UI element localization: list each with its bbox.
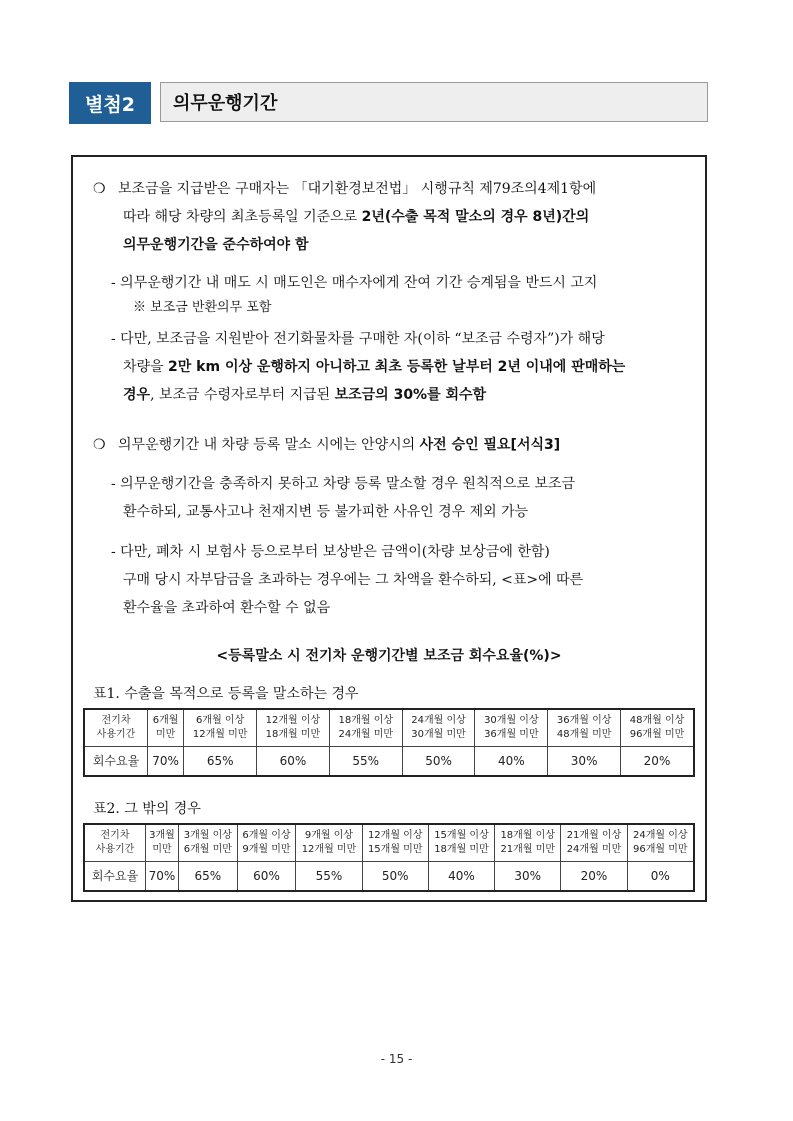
- page-number: - 15 -: [380, 1052, 413, 1066]
- section1-dash2c: [123, 385, 486, 405]
- table1-period: 18개월 이상 24개월 미만: [329, 709, 402, 747]
- table1-rate: 65%: [184, 747, 257, 777]
- section2-dash2c: 환수율을 초과하여 환수할 수 없음: [123, 600, 331, 616]
- table2-rate: 70%: [146, 862, 179, 892]
- table1-rate: 55%: [329, 747, 402, 777]
- table1-rate: 60%: [257, 747, 330, 777]
- table2-rate: 60%: [237, 862, 296, 892]
- table2-period: 21개월 이상 24개월 미만: [561, 824, 627, 862]
- table2-rate: 40%: [428, 862, 494, 892]
- content-frame: [71, 155, 707, 902]
- section2-dash1a: - 의무운행기간을 충족하지 못하고 차량 등록 말소할 경우 원칙적으로 보조금: [111, 476, 576, 492]
- section1-line3: [123, 235, 309, 255]
- table2-rate: 65%: [179, 862, 238, 892]
- table2-rate: 30%: [495, 862, 561, 892]
- bullet-icon: ❍: [93, 181, 106, 197]
- section1-note: ※ 보조금 반환의무 포함: [133, 300, 272, 315]
- section1-dash2c1: 경우: [123, 387, 151, 403]
- section2-text1b: 사전 승인 필요[서식3]: [419, 437, 561, 453]
- section2-dash2a: - 다만, 폐차 시 보험사 등으로부터 보상받은 금액이(차량 보상금에 한함): [111, 544, 550, 560]
- section1-text3: 의무운행기간을 준수하여야 함: [123, 237, 309, 253]
- section1-dash2c2: , 보조금 수령자로부터 지급된: [150, 387, 335, 403]
- section2-dash2b: 구매 당시 자부담금을 초과하는 경우에는 그 차액을 환수하되, <표>에 따른: [123, 572, 584, 588]
- table1-period: 6개월 미만: [148, 709, 184, 747]
- table1-rate: 40%: [475, 747, 548, 777]
- table2-period: 9개월 이상 12개월 미만: [296, 824, 362, 862]
- table1-rate: 30%: [548, 747, 621, 777]
- table2-rate: 0%: [627, 862, 694, 892]
- bullet-icon: ❍: [93, 437, 106, 453]
- section2-line1: [93, 435, 560, 455]
- section1-text2b: 2년(수출 목적 말소의 경우 8년)간의: [361, 209, 590, 225]
- table1-rate: 50%: [402, 747, 475, 777]
- section1-text1: 보조금을 지급받은 구매자는 「대기환경보전법」 시행규칙 제79조의4제1항에: [118, 181, 597, 197]
- section1-dash1: - 의무운행기간 내 매도 시 매도인은 매수자에게 잔여 기간 승계됨을 반드시 고지: [111, 275, 598, 291]
- table2-head-label: 전기차 사용기간: [84, 824, 146, 862]
- section1-dash2b: [123, 357, 625, 377]
- table2-period: 12개월 이상 15개월 미만: [362, 824, 428, 862]
- table1-period: 36개월 이상 48개월 미만: [548, 709, 621, 747]
- table2-caption: 표2. 그 밖의 경우: [93, 801, 201, 817]
- table1-period: 48개월 이상 96개월 미만: [621, 709, 694, 747]
- table1-period: 30개월 이상 36개월 미만: [475, 709, 548, 747]
- table2-period: 6개월 이상 9개월 미만: [237, 824, 296, 862]
- section1-text2a: 따라 해당 차량의 최초등록일 기준으로: [123, 209, 362, 225]
- table2-period: 3개월 미만: [146, 824, 179, 862]
- table1-period: 12개월 이상 18개월 미만: [257, 709, 330, 747]
- rate-table-title: <등록말소 시 전기차 운행기간별 보조금 회수요율(%)>: [216, 648, 562, 664]
- table1-caption: 표1. 수출을 목적으로 등록을 말소하는 경우: [93, 686, 359, 702]
- table2-rate: 20%: [561, 862, 627, 892]
- table1-head-label: 전기차 사용기간: [84, 709, 148, 747]
- table2-rate: 50%: [362, 862, 428, 892]
- table2-period: 3개월 이상 6개월 미만: [179, 824, 238, 862]
- table1: [83, 708, 695, 777]
- attachment-header: [69, 82, 710, 124]
- table1-rate-label: 회수요율: [84, 747, 148, 777]
- section1-line1: [93, 179, 596, 199]
- table2-rate: 55%: [296, 862, 362, 892]
- table2-period: 18개월 이상 21개월 미만: [495, 824, 561, 862]
- attachment-title: 의무운행기간: [160, 82, 708, 122]
- table2-rate-label: 회수요율: [84, 862, 146, 892]
- section1-dash2c3: 보조금의 30%를 회수함: [334, 387, 487, 403]
- section1-line2: [123, 207, 589, 227]
- section1-dash2b2: 2만 km 이상 운행하지 아니하고 최초 등록한 날부터 2년 이내에 판매하는: [168, 359, 626, 375]
- section2-text1a: 의무운행기간 내 차량 등록 말소 시에는 안양시의: [118, 437, 420, 453]
- table2-period: 15개월 이상 18개월 미만: [428, 824, 494, 862]
- section2-dash1b: 환수하되, 교통사고나 천재지변 등 불가피한 사유인 경우 제외 가능: [123, 504, 529, 520]
- table1-rate: 20%: [621, 747, 694, 777]
- section1-dash2a: - 다만, 보조금을 지원받아 전기화물차를 구매한 자(이하 “보조금 수령자”)가 해당: [111, 331, 605, 347]
- table2-period: 24개월 이상 96개월 미만: [627, 824, 694, 862]
- table1-period: 6개월 이상 12개월 미만: [184, 709, 257, 747]
- table2: [83, 823, 695, 892]
- table1-period: 24개월 이상 30개월 미만: [402, 709, 475, 747]
- section1-dash2b1: 차량을: [123, 359, 169, 375]
- table1-rate: 70%: [148, 747, 184, 777]
- attachment-badge: 별첨2: [69, 82, 151, 124]
